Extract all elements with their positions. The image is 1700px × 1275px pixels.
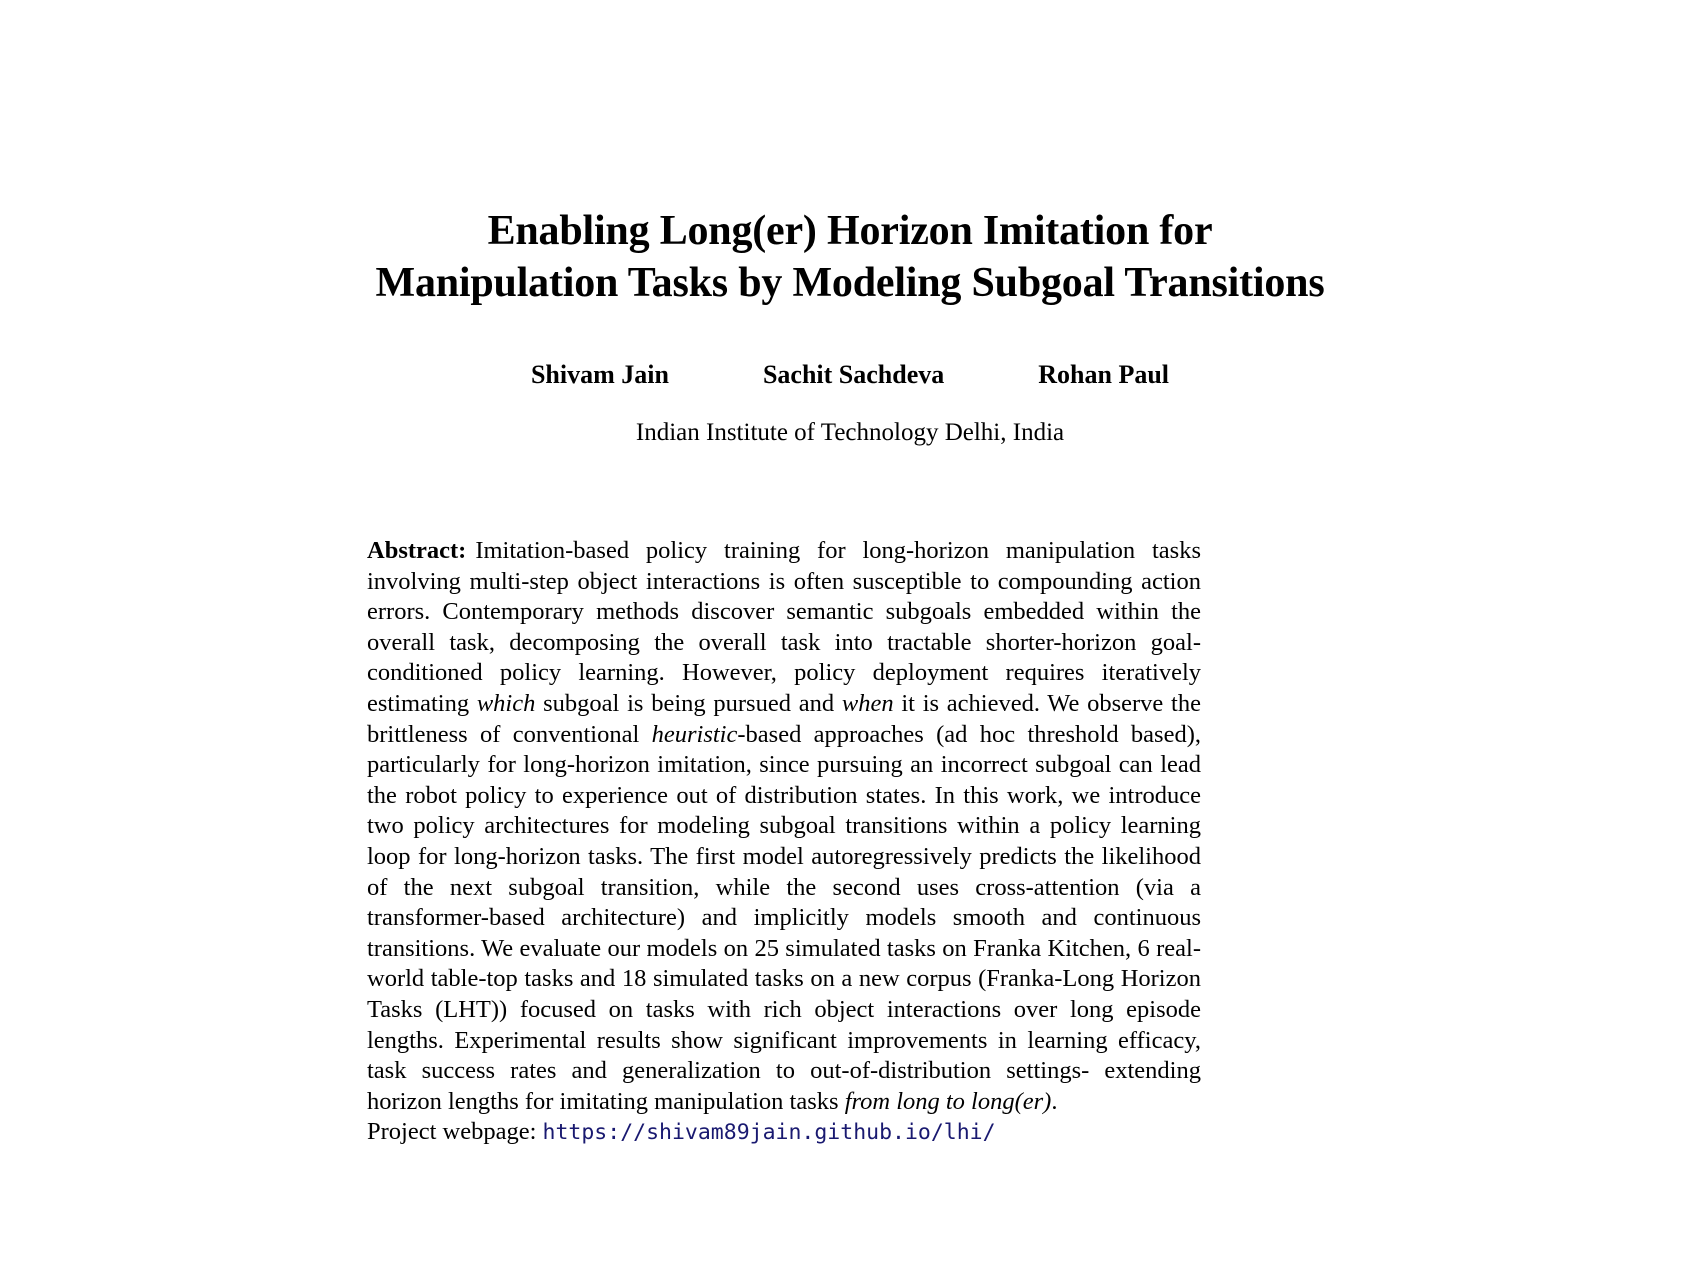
abstract-emphasis: from long to long(er): [844, 1087, 1052, 1115]
abstract-number: 18: [621, 965, 647, 993]
abstract-body: [367, 537, 1201, 1115]
project-webpage-label: Project webpage:: [367, 1118, 537, 1146]
abstract-emphasis: when: [841, 689, 894, 717]
abstract-text: simulated tasks on a new corpus (Franka-Long Horizon Tasks (LHT)) focused on tasks with rich object interactions over long episode lengths. Experimental results show significant improvements in learning efficacy, task success rates and generalization to out-of-distribution settings- extending horizon lengths for imitating manipulation tasks: [367, 965, 1201, 1115]
author-2: Sachit Sachdeva: [762, 360, 945, 389]
project-webpage-url[interactable]: https://shivam89jain.github.io/lhi/: [542, 1120, 996, 1146]
project-webpage-line: [367, 1117, 1201, 1149]
title-line-2: Manipulation Tasks by Modeling Subgoal Transitions: [375, 260, 1325, 306]
abstract-text: subgoal is being pursued and: [535, 689, 842, 717]
author-list: [0, 358, 1700, 392]
affiliation-text: Indian Institute of Technology Delhi, India: [635, 419, 1065, 446]
abstract-number: 6: [1137, 934, 1150, 962]
abstract-emphasis: which: [476, 689, 536, 717]
abstract-text: simulated tasks on Franka Kitchen,: [778, 934, 1138, 962]
affiliation: [0, 416, 1700, 450]
abstract-label: Abstract:: [367, 537, 467, 564]
authors-row: [531, 358, 1169, 392]
abstract-paragraph: [367, 536, 1201, 1117]
abstract-number: 25: [754, 934, 779, 962]
abstract-text: it is achieved. We observe the brittleness of conventional: [367, 689, 1201, 748]
abstract-text: -based approaches (ad hoc threshold based), particularly for long-horizon imitation, since pursuing an incorrect subgoal can lead the robot policy to experience out of distribution states. In this work, we introduce two policy architectures for modeling subgoal transitions within a policy learning loop for long-horizon tasks. The first model autoregressively predicts the likelihood of the next subgoal transition, while the second uses cross-attention (via a transformer-based architecture) and implicitly models smooth and continuous transitions. We evaluate our models on: [367, 720, 1202, 962]
abstract-section: [367, 536, 1201, 1149]
abstract-text: .: [1051, 1087, 1058, 1115]
abstract-text: real-world table-top tasks and: [367, 934, 1202, 993]
abstract-emphasis: heuristic: [651, 720, 738, 748]
abstract-text: Imitation-based policy training for long-horizon manipulation tasks involving multi-step object interactions is often susceptible to compounding action errors. Contemporary methods discover semantic subgoals embedded within the overall task, decomposing the overall task into tractable shorter-horizon goal-conditioned policy learning. However, policy deployment requires iteratively estimating: [367, 537, 1201, 717]
paper-title: [0, 205, 1700, 309]
author-3: Rohan Paul: [1038, 360, 1170, 389]
title-line-1: Enabling Long(er) Horizon Imitation for: [487, 208, 1213, 254]
author-1: Shivam Jain: [530, 360, 669, 389]
